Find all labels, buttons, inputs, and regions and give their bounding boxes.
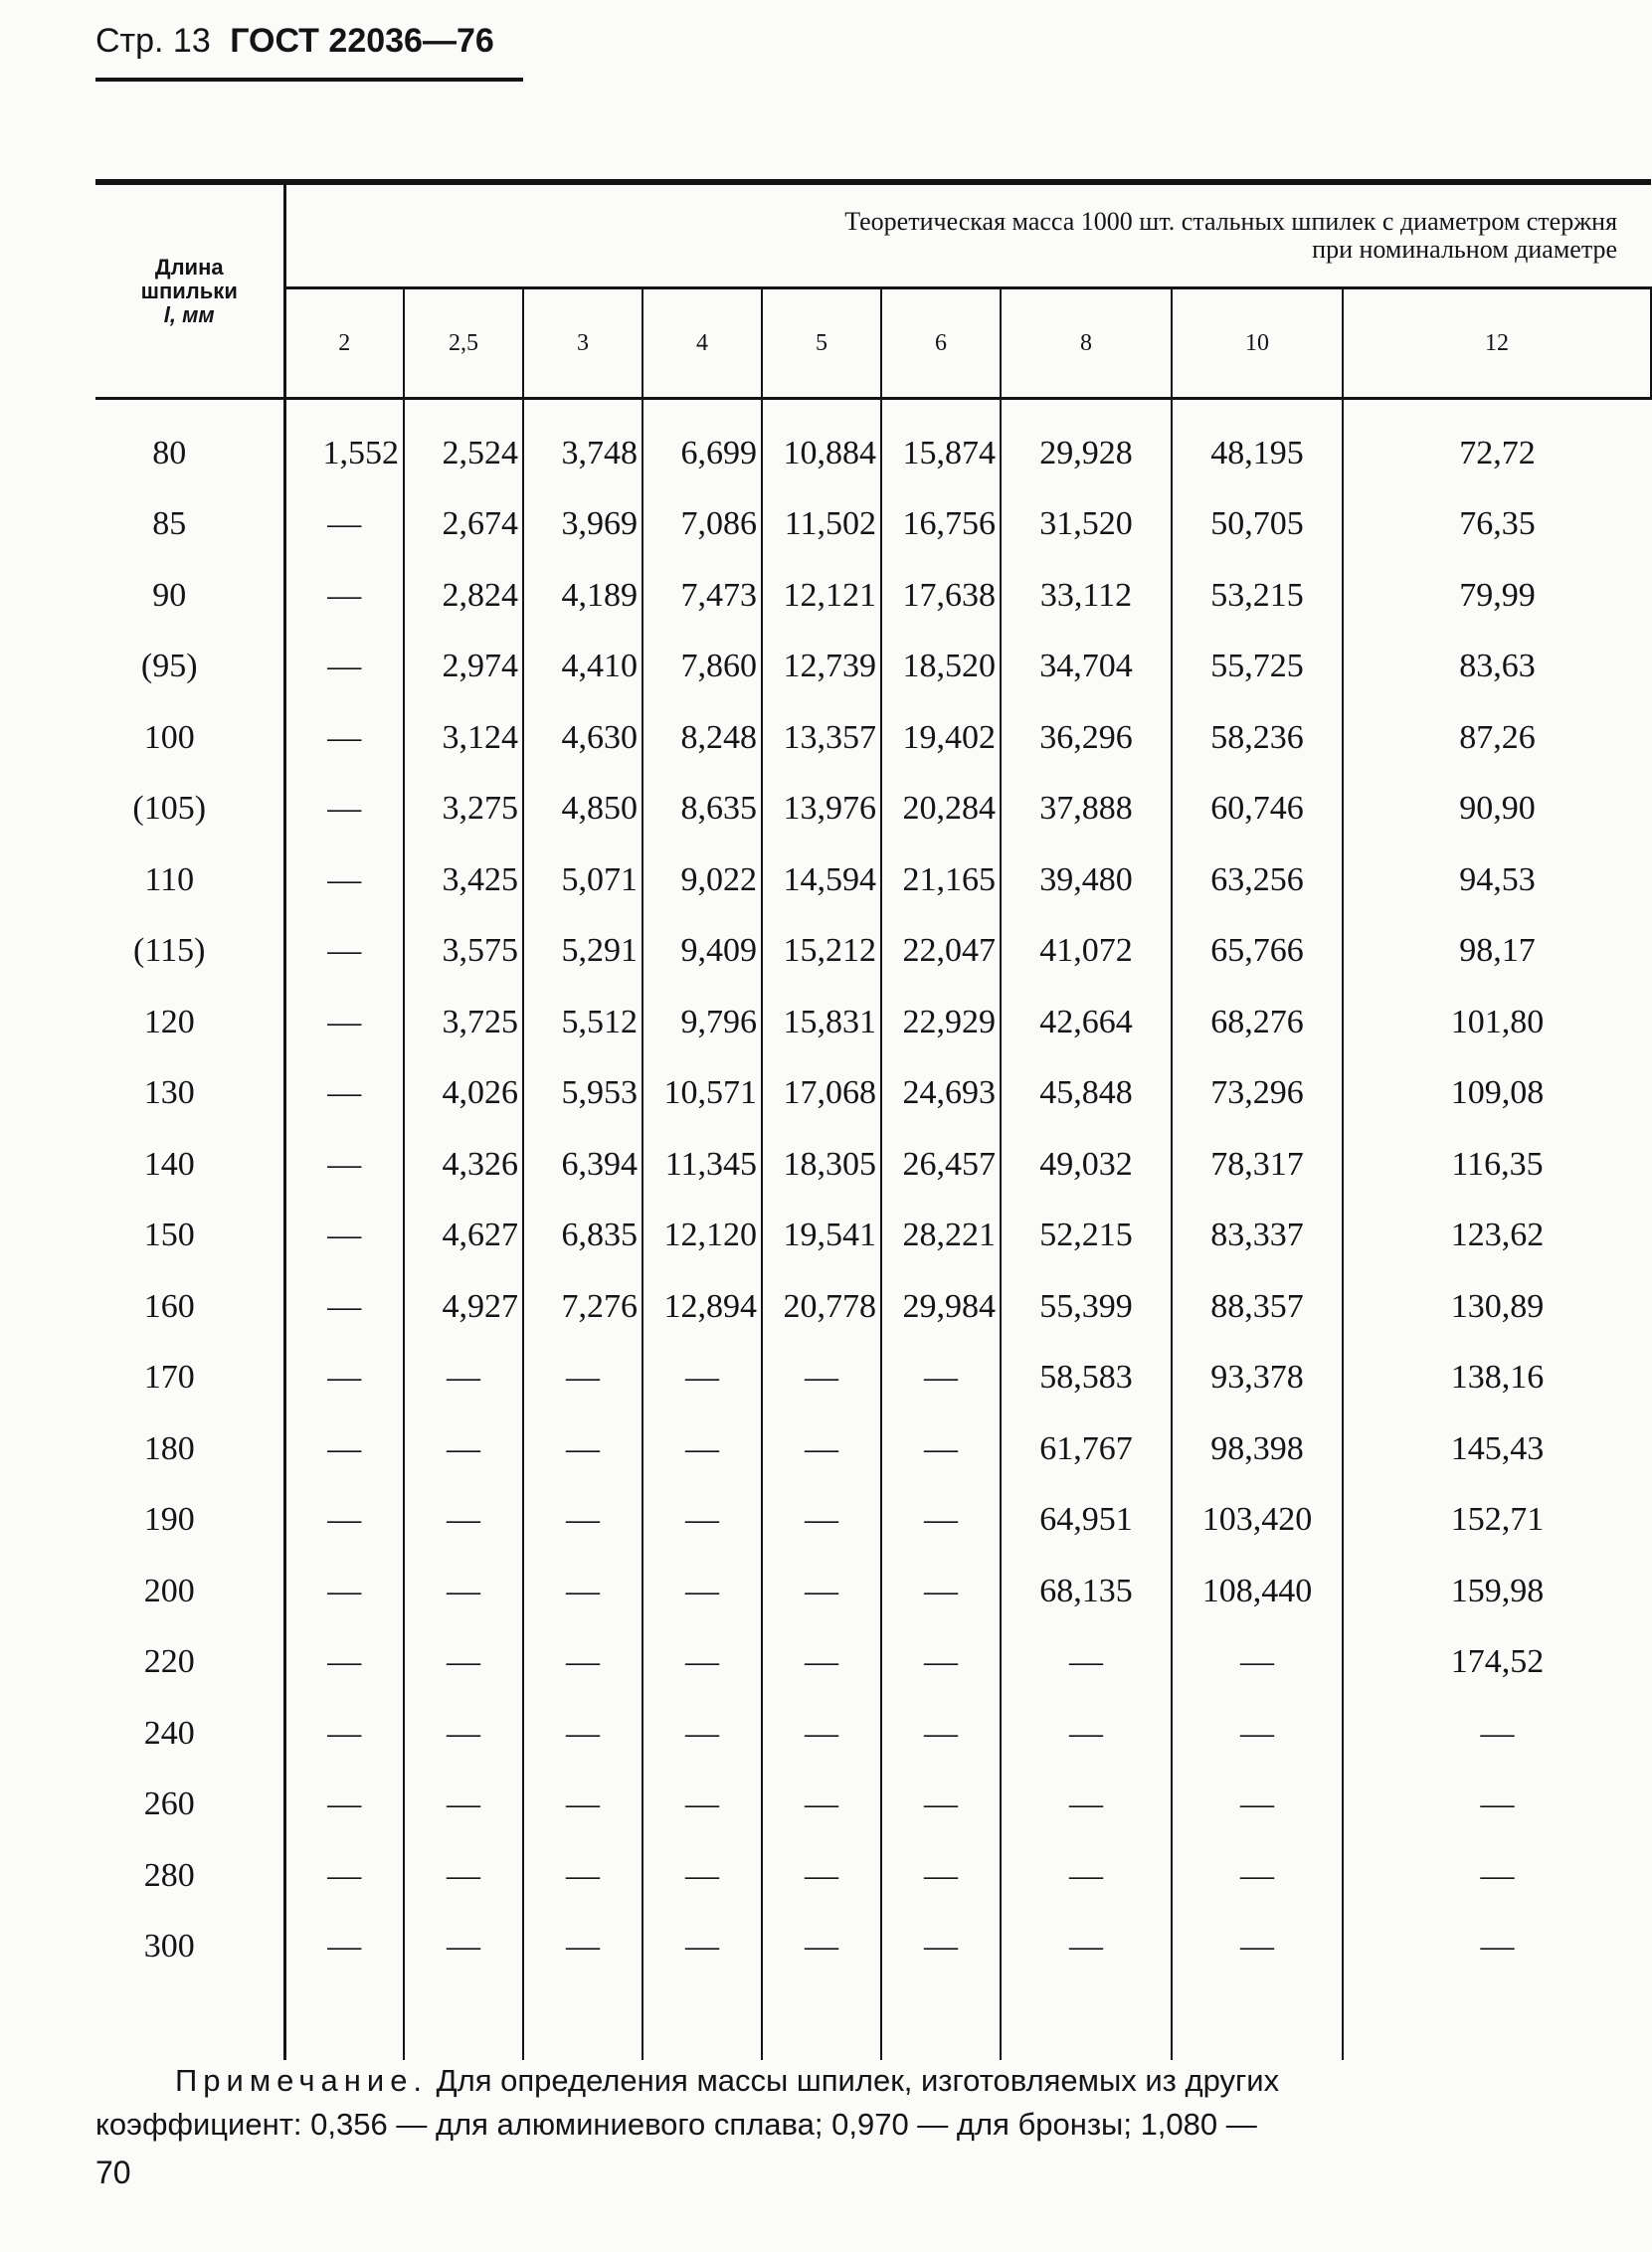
mass-cell: 2,824	[404, 560, 523, 632]
mass-cell: 6,699	[642, 399, 762, 489]
mass-cell: 79,99	[1459, 576, 1536, 614]
mass-cell: —	[881, 1413, 1001, 1485]
diameter-header: 2	[284, 288, 404, 399]
mass-cell: 76,35	[1459, 505, 1536, 543]
mass-cell: 108,440	[1172, 1556, 1343, 1627]
diameter-header: 5	[762, 288, 881, 399]
mass-cell: —	[523, 1698, 642, 1770]
mass-cell: —	[284, 1698, 404, 1770]
table-row	[95, 987, 1651, 1058]
mass-table-wrap	[95, 179, 1618, 2060]
mass-table-body	[95, 399, 1651, 2061]
length-cell: 140	[95, 1129, 284, 1201]
mass-cell: 22,929	[881, 987, 1001, 1058]
mass-cell: —	[284, 1413, 404, 1485]
mass-cell: —	[1172, 1770, 1343, 1841]
mass-cell: 12,120	[642, 1201, 762, 1272]
mass-cell: —	[404, 1840, 523, 1912]
mass-cell: —	[642, 1840, 762, 1912]
mass-cell: 9,409	[642, 916, 762, 988]
mass-cell: 87,26	[1459, 718, 1536, 756]
mass-cell: 15,831	[762, 987, 881, 1058]
mass-cell: —	[284, 702, 404, 774]
mass-cell: —	[1480, 1714, 1515, 1752]
mass-cell: —	[642, 1912, 762, 1983]
mass-cell: 55,725	[1172, 632, 1343, 703]
mass-cell: 73,296	[1172, 1058, 1343, 1130]
length-cell: 160	[95, 1271, 284, 1343]
mass-cell: —	[642, 1343, 762, 1414]
note-line-2: коэффициент: 0,356 — для алюминиевого сплава; 0,970 — для бронзы; 1,080 —	[95, 2107, 1257, 2142]
mass-cell: 4,189	[523, 560, 642, 632]
mass-cell: —	[284, 1556, 404, 1627]
mass-cell: —	[404, 1912, 523, 1983]
length-cell: 100	[95, 702, 284, 774]
length-cell: 190	[95, 1485, 284, 1557]
table-row	[95, 1556, 1651, 1627]
mass-cell: 4,927	[404, 1271, 523, 1343]
mass-cell: —	[762, 1556, 881, 1627]
empty-cell	[1172, 1982, 1343, 2060]
length-cell: 170	[95, 1343, 284, 1414]
mass-cell: 2,524	[404, 399, 523, 489]
mass-cell: 68,276	[1172, 987, 1343, 1058]
mass-cell: —	[404, 1485, 523, 1557]
length-cell: 120	[95, 987, 284, 1058]
length-cell: (115)	[95, 916, 284, 988]
mass-cell: 98,17	[1459, 932, 1536, 970]
mass-cell: —	[523, 1556, 642, 1627]
mass-cell: 29,928	[1001, 399, 1172, 489]
mass-cell: 18,520	[881, 632, 1001, 703]
mass-cell: —	[1001, 1840, 1172, 1912]
length-cell: 110	[95, 844, 284, 916]
page-number: 70	[95, 2155, 131, 2190]
mass-cell: 4,630	[523, 702, 642, 774]
mass-cell: 7,276	[523, 1271, 642, 1343]
mass-cell: —	[284, 916, 404, 988]
table-row	[95, 1840, 1651, 1912]
mass-cell: —	[1001, 1627, 1172, 1699]
group-header-line-1: Теоретическая масса 1000 шт. стальных шпилек с диаметром стержня	[844, 207, 1618, 236]
length-cell: 90	[95, 560, 284, 632]
mass-cell: —	[881, 1343, 1001, 1414]
table-row	[95, 632, 1651, 703]
mass-cell: 145,43	[1450, 1429, 1545, 1467]
mass-cell: 58,583	[1001, 1343, 1172, 1414]
mass-cell: —	[523, 1485, 642, 1557]
mass-cell: —	[404, 1698, 523, 1770]
mass-cell: 90,90	[1459, 790, 1536, 828]
mass-table	[95, 179, 1652, 2060]
length-cell: 260	[95, 1770, 284, 1841]
length-cell: 150	[95, 1201, 284, 1272]
mass-cell: —	[404, 1413, 523, 1485]
mass-cell: —	[762, 1627, 881, 1699]
mass-cell: —	[284, 844, 404, 916]
length-column-header	[95, 182, 284, 399]
mass-cell: 4,627	[404, 1201, 523, 1272]
mass-cell: —	[881, 1840, 1001, 1912]
mass-cell: 5,291	[523, 916, 642, 988]
mass-cell: 2,974	[404, 632, 523, 703]
table-row	[95, 1129, 1651, 1201]
mass-cell: 6,394	[523, 1129, 642, 1201]
table-row	[95, 489, 1651, 561]
mass-cell: 4,326	[404, 1129, 523, 1201]
mass-cell: 18,305	[762, 1129, 881, 1201]
table-row	[95, 1698, 1651, 1770]
mass-cell: —	[284, 1343, 404, 1414]
mass-cell: 39,480	[1001, 844, 1172, 916]
mass-cell: 5,071	[523, 844, 642, 916]
mass-cell: 15,874	[881, 399, 1001, 489]
length-cell: 220	[95, 1627, 284, 1699]
mass-cell: —	[284, 774, 404, 845]
diameter-header: 8	[1001, 288, 1172, 399]
mass-cell: —	[881, 1912, 1001, 1983]
diameter-header: 4	[642, 288, 762, 399]
mass-cell: —	[762, 1912, 881, 1983]
mass-cell: 48,195	[1172, 399, 1343, 489]
mass-cell: —	[404, 1343, 523, 1414]
mass-cell: —	[881, 1627, 1001, 1699]
mass-cell: —	[284, 1058, 404, 1130]
length-cell: 240	[95, 1698, 284, 1770]
mass-cell: 52,215	[1001, 1201, 1172, 1272]
length-header-line: l, мм	[163, 301, 215, 327]
mass-cell: 103,420	[1172, 1485, 1343, 1557]
note-text: Для определения массы шпилек, изготовляемых из других	[436, 2063, 1280, 2098]
mass-cell: 4,410	[523, 632, 642, 703]
mass-cell: —	[1480, 1785, 1515, 1823]
mass-cell: 116,35	[1451, 1145, 1544, 1183]
mass-cell: —	[404, 1556, 523, 1627]
mass-cell: 98,398	[1172, 1413, 1343, 1485]
length-header-line: Длина	[154, 254, 224, 280]
table-row	[95, 916, 1651, 988]
empty-cell	[642, 1982, 762, 2060]
table-row	[95, 1271, 1651, 1343]
mass-cell: 34,704	[1001, 632, 1172, 703]
table-row	[95, 774, 1651, 845]
mass-cell: —	[1001, 1770, 1172, 1841]
mass-cell: —	[762, 1770, 881, 1841]
mass-cell: 14,594	[762, 844, 881, 916]
mass-cell: —	[762, 1343, 881, 1414]
mass-cell: —	[284, 1770, 404, 1841]
mass-cell: —	[284, 632, 404, 703]
mass-cell: —	[1001, 1698, 1172, 1770]
mass-cell: 12,121	[762, 560, 881, 632]
mass-cell: —	[881, 1770, 1001, 1841]
table-row	[95, 1770, 1651, 1841]
mass-cell: 3,124	[404, 702, 523, 774]
table-row	[95, 1485, 1651, 1557]
mass-cell: —	[284, 1271, 404, 1343]
mass-cell: —	[642, 1556, 762, 1627]
header-row-diameters	[95, 288, 1651, 399]
empty-cell	[523, 1982, 642, 2060]
table-note	[95, 2059, 1498, 2147]
mass-cell: 29,984	[881, 1271, 1001, 1343]
mass-cell: —	[404, 1627, 523, 1699]
mass-cell: 50,705	[1172, 489, 1343, 561]
mass-cell: 4,850	[523, 774, 642, 845]
mass-cell: 13,357	[762, 702, 881, 774]
mass-cell: 130,89	[1450, 1287, 1545, 1325]
mass-cell: 41,072	[1001, 916, 1172, 988]
mass-cell: 9,022	[642, 844, 762, 916]
mass-cell: —	[1172, 1912, 1343, 1983]
mass-cell: 21,165	[881, 844, 1001, 916]
length-cell: 80	[95, 399, 284, 489]
diameter-header: 6	[881, 288, 1001, 399]
mass-cell: —	[1172, 1698, 1343, 1770]
mass-cell: 159,98	[1450, 1572, 1545, 1609]
mass-cell: —	[284, 1201, 404, 1272]
mass-cell: 64,951	[1001, 1485, 1172, 1557]
table-row	[95, 560, 1651, 632]
mass-cell: 65,766	[1172, 916, 1343, 988]
mass-cell: 7,473	[642, 560, 762, 632]
mass-cell: 174,52	[1450, 1643, 1545, 1681]
group-header-line-2: при номинальном диаметре	[1312, 235, 1618, 264]
diameter-header: 2,5	[404, 288, 523, 399]
mass-cell: —	[762, 1485, 881, 1557]
length-cell: 85	[95, 489, 284, 561]
mass-cell: —	[642, 1770, 762, 1841]
diameter-header: 10	[1172, 288, 1343, 399]
mass-cell: 5,953	[523, 1058, 642, 1130]
empty-cell	[881, 1982, 1001, 2060]
mass-cell: —	[642, 1698, 762, 1770]
mass-cell: 109,08	[1450, 1074, 1545, 1112]
mass-cell: 152,71	[1450, 1501, 1545, 1539]
mass-cell: 6,835	[523, 1201, 642, 1272]
mass-cell: 36,296	[1001, 702, 1172, 774]
length-cell: 130	[95, 1058, 284, 1130]
length-cell: 280	[95, 1840, 284, 1912]
mass-cell: —	[284, 489, 404, 561]
mass-cell: —	[881, 1485, 1001, 1557]
table-row	[95, 1912, 1651, 1983]
mass-cell: —	[1172, 1627, 1343, 1699]
mass-cell: 94,53	[1459, 860, 1536, 898]
mass-cell: 26,457	[881, 1129, 1001, 1201]
mass-cell: 33,112	[1001, 560, 1172, 632]
mass-cell: 5,512	[523, 987, 642, 1058]
header-row-group	[95, 182, 1651, 288]
mass-cell: —	[1001, 1912, 1172, 1983]
mass-cell: —	[1480, 1856, 1515, 1894]
mass-cell: —	[404, 1770, 523, 1841]
mass-cell: 28,221	[881, 1201, 1001, 1272]
empty-cell	[1343, 1982, 1651, 2060]
table-row	[95, 702, 1651, 774]
mass-cell: —	[642, 1485, 762, 1557]
length-cell: 300	[95, 1912, 284, 1983]
mass-cell: 1,552	[284, 399, 404, 489]
length-cell: (95)	[95, 632, 284, 703]
mass-cell: —	[1480, 1928, 1515, 1966]
mass-cell: 22,047	[881, 916, 1001, 988]
mass-cell: 24,693	[881, 1058, 1001, 1130]
mass-cell: —	[284, 1485, 404, 1557]
table-row	[95, 1201, 1651, 1272]
mass-cell: 83,337	[1172, 1201, 1343, 1272]
mass-cell: —	[284, 1912, 404, 1983]
table-row	[95, 1058, 1651, 1130]
mass-cell: —	[284, 987, 404, 1058]
length-header-line: шпильки	[140, 278, 238, 303]
mass-cell: 3,275	[404, 774, 523, 845]
mass-cell: 61,767	[1001, 1413, 1172, 1485]
mass-cell: 12,894	[642, 1271, 762, 1343]
note-line-1	[95, 2059, 1498, 2103]
mass-cell: 58,236	[1172, 702, 1343, 774]
mass-cell: 3,969	[523, 489, 642, 561]
page-header	[95, 22, 523, 82]
mass-cell: —	[881, 1698, 1001, 1770]
mass-cell: —	[523, 1343, 642, 1414]
empty-cell	[1001, 1982, 1172, 2060]
mass-cell: —	[642, 1627, 762, 1699]
mass-cell: —	[642, 1413, 762, 1485]
mass-cell: 8,248	[642, 702, 762, 774]
length-cell: 200	[95, 1556, 284, 1627]
mass-cell: —	[523, 1912, 642, 1983]
diameter-header: 12	[1343, 288, 1651, 399]
mass-cell: 37,888	[1001, 774, 1172, 845]
mass-cell: 31,520	[1001, 489, 1172, 561]
table-row	[95, 1413, 1651, 1485]
mass-cell: 7,860	[642, 632, 762, 703]
mass-cell: 20,778	[762, 1271, 881, 1343]
mass-cell: 53,215	[1172, 560, 1343, 632]
mass-cell: 4,026	[404, 1058, 523, 1130]
mass-cell: 8,635	[642, 774, 762, 845]
mass-cell: 11,345	[642, 1129, 762, 1201]
mass-cell: —	[284, 560, 404, 632]
mass-cell: 17,638	[881, 560, 1001, 632]
table-row	[95, 844, 1651, 916]
mass-cell: 42,664	[1001, 987, 1172, 1058]
mass-cell: 13,976	[762, 774, 881, 845]
mass-cell: 3,575	[404, 916, 523, 988]
mass-cell: —	[762, 1413, 881, 1485]
mass-cell: —	[523, 1627, 642, 1699]
mass-cell: —	[881, 1556, 1001, 1627]
mass-cell: 88,357	[1172, 1271, 1343, 1343]
mass-cell: 2,674	[404, 489, 523, 561]
mass-cell: —	[762, 1698, 881, 1770]
mass-cell: 10,571	[642, 1058, 762, 1130]
mass-cell: 123,62	[1450, 1217, 1545, 1254]
mass-cell: —	[284, 1840, 404, 1912]
mass-cell: 55,399	[1001, 1271, 1172, 1343]
mass-cell: —	[1172, 1840, 1343, 1912]
mass-cell: 9,796	[642, 987, 762, 1058]
mass-cell: 3,425	[404, 844, 523, 916]
table-bottom-space	[95, 1982, 1651, 2060]
empty-cell	[404, 1982, 523, 2060]
length-cell: 180	[95, 1413, 284, 1485]
mass-cell: 20,284	[881, 774, 1001, 845]
mass-cell: 19,402	[881, 702, 1001, 774]
mass-cell: 93,378	[1172, 1343, 1343, 1414]
empty-cell	[284, 1982, 404, 2060]
mass-cell: 11,502	[762, 489, 881, 561]
table-row	[95, 1627, 1651, 1699]
table-row	[95, 399, 1651, 489]
mass-cell: —	[284, 1129, 404, 1201]
standard-label: ГОСТ	[230, 22, 319, 60]
standard-number: 22036—76	[328, 22, 494, 60]
mass-cell: —	[523, 1770, 642, 1841]
mass-cell: 72,72	[1459, 434, 1536, 471]
mass-cell: 19,541	[762, 1201, 881, 1272]
mass-cell: 83,63	[1459, 648, 1536, 685]
mass-cell: —	[523, 1413, 642, 1485]
mass-cell: 78,317	[1172, 1129, 1343, 1201]
mass-cell: —	[762, 1840, 881, 1912]
mass-cell: —	[284, 1627, 404, 1699]
mass-cell: 68,135	[1001, 1556, 1172, 1627]
mass-cell: 10,884	[762, 399, 881, 489]
mass-cell: 60,746	[1172, 774, 1343, 845]
mass-cell: 63,256	[1172, 844, 1343, 916]
mass-cell: 3,725	[404, 987, 523, 1058]
mass-cell: 3,748	[523, 399, 642, 489]
note-label: Примечание.	[175, 2063, 429, 2098]
mass-cell: 16,756	[881, 489, 1001, 561]
mass-cell: 45,848	[1001, 1058, 1172, 1130]
mass-cell: 12,739	[762, 632, 881, 703]
mass-cell: 138,16	[1450, 1359, 1545, 1397]
mass-cell: —	[523, 1840, 642, 1912]
mass-cell: 101,80	[1450, 1003, 1545, 1040]
mass-cell: 7,086	[642, 489, 762, 561]
empty-cell	[762, 1982, 881, 2060]
mass-group-header	[284, 182, 1651, 288]
empty-cell	[95, 1982, 284, 2060]
mass-cell: 17,068	[762, 1058, 881, 1130]
table-row	[95, 1343, 1651, 1414]
mass-cell: 49,032	[1001, 1129, 1172, 1201]
diameter-header: 3	[523, 288, 642, 399]
length-cell: (105)	[95, 774, 284, 845]
mass-cell: 15,212	[762, 916, 881, 988]
page-label: Стр. 13	[95, 22, 211, 60]
